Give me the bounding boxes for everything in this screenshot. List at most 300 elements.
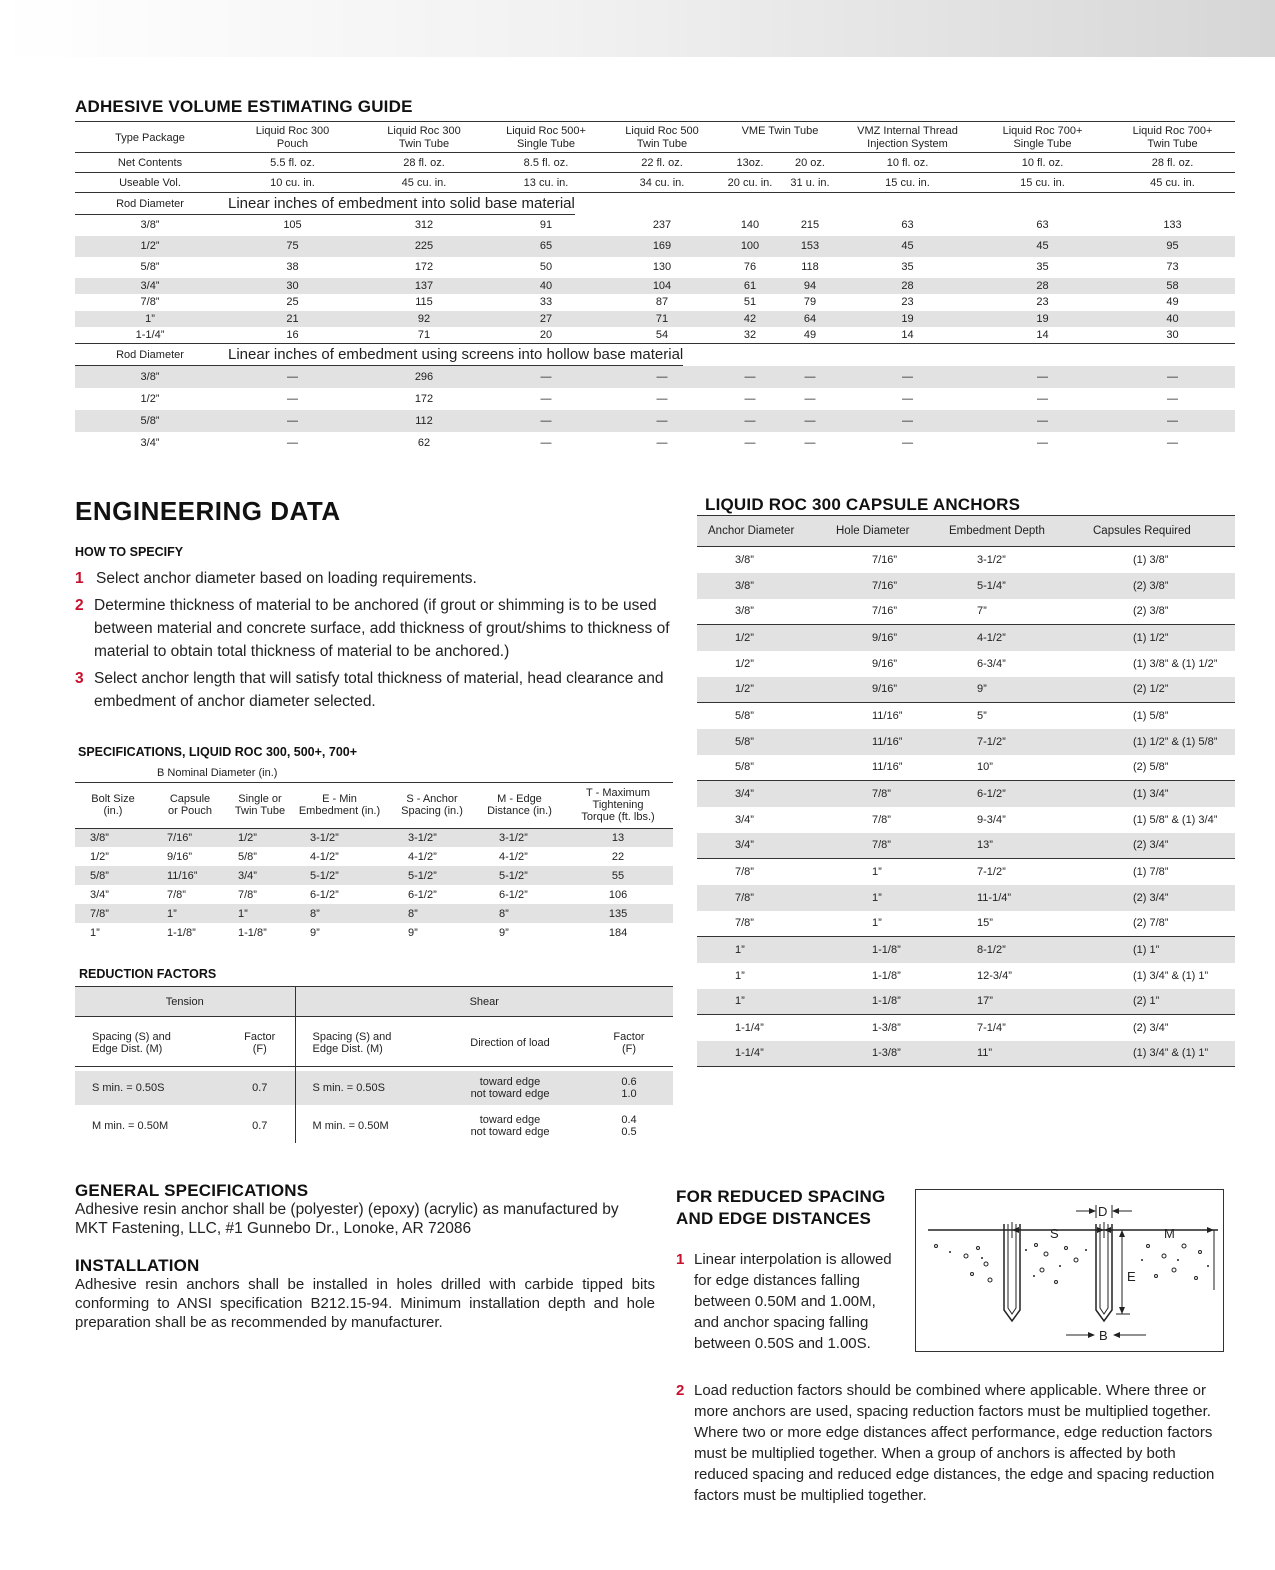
volume-data-row [75,236,1235,257]
header-col: VMZ Internal Thread Injection System [840,122,975,153]
capsule-cell: 1” [826,885,939,911]
capsule-cell: 1/2” [735,657,754,670]
capsule-row [697,573,1235,599]
volume-cell: — [540,436,552,449]
capsule-cell: 7-1/4” [939,1015,1087,1041]
capsule-row [697,651,1235,677]
spec-cell: 5/8” [75,866,151,885]
capsule-cell: 5” [939,703,1087,729]
useable-vol-row: Useable Vol. 10 cu. in. 45 cu. in. 13 cu. in. 34 cu. in. 20 cu. in. 31 u. in. 15 cu. in. 15 cu. in. 45 cu. in. [75,173,1235,193]
capsule-cell: 15” [977,917,993,930]
spec-group-label: B Nominal Diameter (in.) [151,765,673,782]
volume-cell: — [720,366,780,388]
reduction-band-row [75,987,673,1017]
volume-cell: — [902,392,913,405]
spec-cell: 184 [608,926,628,939]
header-col: Liquid Roc 500 Twin Tube [604,122,720,153]
capsule-cell: (2) 3/8” [1087,573,1235,599]
engineering-title: ENGINEERING DATA [75,496,341,526]
spec-cell: 8” [291,904,388,923]
spec-group-row [75,765,673,782]
volume-data-row [75,327,1235,344]
spec-cell: 7/16” [151,828,229,847]
capsule-cell: (1) 3/8” [1133,553,1169,566]
volume-cell: 23 [901,296,914,309]
col-direction: Direction of load [435,1021,585,1067]
volume-cell: 14 [975,327,1110,344]
step-text: Select anchor length that will satisfy total thickness of material, head clearance and embedment of anchor diameter selected. [94,670,664,710]
spec-cell: 55 [563,866,673,885]
capsule-cell: 5/8” [735,761,754,774]
volume-cell: 1/2” [140,392,160,405]
step-number: 3 [75,670,84,687]
volume-cell: 130 [652,261,672,273]
capsule-row [697,963,1235,989]
capsule-cell: 17” [939,989,1087,1015]
volume-cell: 92 [360,311,488,328]
capsule-cell: (1) 1/2” [1087,625,1235,651]
spec-cell: 9” [310,926,320,939]
volume-cell: 225 [360,236,488,257]
reduced-note-1 [676,1249,896,1354]
col-factor: Factor (F) [225,1021,295,1067]
volume-data-row [75,257,1235,278]
volume-cell: 100 [720,236,780,257]
capsule-cell: 7” [977,605,987,618]
capsule-cell: 7/8” [826,781,939,807]
capsule-cell: 10” [977,761,993,774]
volume-cell: 49 [780,327,840,344]
spec-cell: 6-1/2” [310,888,339,901]
volume-guide-table [75,121,1235,454]
capsule-cell: 3/8” [697,573,826,599]
volume-data-row [75,432,1235,454]
volume-cell: — [840,410,975,432]
spec-row [75,923,673,942]
volume-cell: 33 [539,296,553,309]
volume-cell: — [840,366,975,388]
volume-cell: 112 [360,410,488,432]
volume-cell: 63 [1036,219,1049,231]
capsule-cell: 5-1/4” [939,573,1087,599]
volume-guide-title: ADHESIVE VOLUME ESTIMATING GUIDE [75,97,413,116]
spec-cell: 3-1/2” [476,828,563,847]
step-number: 1 [75,570,84,587]
spec-row [75,828,673,847]
volume-cell: 79 [803,296,817,309]
volume-cell: 1/2” [75,236,225,257]
reduction-header-row [75,1021,673,1067]
volume-cell: 215 [800,219,820,231]
reduction-row: S min. = 0.50S 0.7 S min. = 0.50S toward edge not toward edge 0.6 1.0 [75,1071,673,1105]
capsule-cell: 7/16” [826,573,939,599]
spec-cell: 7/8” [167,888,186,901]
capsule-cell: 3/8” [735,605,754,618]
capsule-cell: (2) 7/8” [1133,917,1169,930]
spec-row [75,904,673,923]
capsule-cell: 3/4” [735,813,754,826]
capsule-cell: 11” [939,1041,1087,1067]
label-m: M [1164,1226,1175,1241]
volume-cell: 45 [975,236,1110,257]
header-col: Liquid Roc 700+ Single Tube [975,122,1110,153]
label-e: E [1127,1269,1136,1284]
spec-cell: 3/4” [229,866,291,885]
step-2 [75,594,675,663]
capsule-cell: 7/8” [872,813,891,826]
volume-cell: — [1037,436,1048,449]
volume-cell: — [488,366,604,388]
tension-label: Tension [75,987,295,1017]
reduction-title: REDUCTION FACTORS [79,967,217,981]
header-col: Liquid Roc 700+ Twin Tube [1110,122,1235,153]
volume-cell: 30 [1110,327,1235,344]
spec-cell: 6-1/2” [408,888,437,901]
volume-cell: — [744,392,756,405]
volume-data-row [75,294,1235,311]
capsule-row [697,1015,1235,1041]
how-to-specify-title: HOW TO SPECIFY [75,545,184,559]
spec-cell: 1” [90,926,100,939]
volume-cell: — [902,436,913,449]
note-number: 2 [676,1382,685,1399]
capsule-cell: 1-3/8” [826,1041,939,1067]
volume-data-row [75,410,1235,432]
volume-cell: 54 [604,327,720,344]
volume-cell: — [744,436,756,449]
spec-cell: 4-1/2” [310,850,339,863]
capsule-row [697,625,1235,651]
capsule-cell: (2) 3/4” [1087,1015,1235,1041]
capsule-title: LIQUID ROC 300 CAPSULE ANCHORS [705,495,1021,514]
header-type-package: Type Package [75,122,225,153]
spec-cell: 5-1/2” [476,866,563,885]
volume-cell: — [975,410,1110,432]
volume-cell: — [780,366,840,388]
spec-cell: 9/16” [167,850,193,863]
spec-cell: 106 [608,888,628,901]
specifications-title: SPECIFICATIONS, LIQUID ROC 300, 500+, 700+ [78,745,358,759]
capsule-row [697,859,1235,885]
volume-cell: 35 [901,261,914,273]
volume-cell: 49 [1166,296,1179,309]
volume-cell: 94 [780,278,840,295]
hollow-section-row: Rod Diameter Linear inches of embedment using screens into hollow base material [75,344,1235,366]
volume-cell: 23 [1036,296,1049,309]
capsule-cell: 5/8” [697,729,826,755]
capsule-cell: 11/16” [826,703,939,729]
volume-cell: 40 [488,278,604,295]
volume-cell: 172 [414,392,434,405]
volume-cell: 58 [1110,278,1235,295]
capsule-cell: (1) 5/8” & (1) 3/4” [1133,813,1218,826]
volume-cell: 237 [652,219,672,231]
capsule-cell: 9/16” [826,625,939,651]
capsule-cell: 7/16” [872,553,898,566]
capsule-cell: (1) 3/4” & (1) 1” [1087,1041,1235,1067]
volume-cell: — [804,392,816,405]
volume-cell: 105 [283,219,302,231]
spec-cell: 6-1/2” [499,888,528,901]
capsule-row [697,989,1235,1015]
spec-cell: 8” [476,904,563,923]
volume-data-row [75,278,1235,295]
capsule-cell: (2) 3/4” [1087,885,1235,911]
shear-label: Shear [295,987,673,1017]
installation-text: Adhesive resin anchors shall be installed in holes drilled with carbide tipped bits conforming to ANSI specification B212.15-94. Minimum installation depth and hole preparation shall be as recommended by manufacturer. [75,1276,655,1331]
volume-cell: 14 [840,327,975,344]
volume-cell: 76 [743,261,757,273]
volume-cell: 87 [655,296,669,309]
spec-cell: 5-1/2” [291,866,388,885]
capsule-cell: (1) 3/4” [1087,781,1235,807]
volume-cell: 40 [1110,311,1235,328]
capsule-cell: (1) 1” [1087,937,1235,963]
volume-cell: 30 [225,278,360,295]
volume-cell: 140 [740,219,760,231]
spec-cell: 4-1/2” [408,850,437,863]
spec-row [75,885,673,904]
volume-cell: 3/8” [75,366,225,388]
capsule-cell: 1-1/8” [826,989,939,1015]
volume-cell: — [488,410,604,432]
volume-cell: — [780,410,840,432]
anchor-spacing-diagram [915,1189,1224,1352]
volume-cell: 133 [1163,219,1182,231]
header-col: VME Twin Tube [720,122,840,153]
volume-cell: 64 [780,311,840,328]
volume-cell: — [1167,392,1178,405]
volume-cell: 19 [840,311,975,328]
spec-cell: 11/16” [151,866,229,885]
volume-cell: 50 [539,261,553,273]
volume-cell: 137 [360,278,488,295]
capsule-cell: (2) 1” [1087,989,1235,1015]
note-text: Load reduction factors should be combined where applicable. Where three or more anchors are used, spacing reduction factors must be multiplied together. Where two or more edge distances affect performance, edge reduction factors must be multiplied together. When a group of anchors is affected by both reduced spacing and reduced edge distances, the edge and spacing reduction factors must be multiplied together. [694,1382,1215,1504]
step-3 [75,667,675,713]
volume-data-row [75,215,1235,236]
capsule-cell: 6-1/2” [939,781,1087,807]
reduced-spacing-title: FOR REDUCED SPACING AND EDGE DISTANCES [676,1187,886,1228]
capsule-cell: 3-1/2” [977,553,1006,566]
general-specs-text: Adhesive resin anchor shall be (polyester) (epoxy) (acrylic) as manufactured by MKT Fastening, LLC, #1 Gunnebo Dr., Lonoke, AR 72086 [75,1201,619,1237]
capsule-cell: (1) 7/8” [1087,859,1235,885]
volume-cell: 104 [604,278,720,295]
capsule-cell: 1-1/4” [697,1015,826,1041]
capsule-anchors-table [697,515,1235,1067]
capsule-row [697,937,1235,963]
volume-cell: 27 [488,311,604,328]
header-col: Liquid Roc 300 Twin Tube [360,122,488,153]
volume-cell: 169 [604,236,720,257]
volume-data-row [75,311,1235,328]
spec-cell: 3-1/2” [388,828,476,847]
volume-cell: — [804,436,816,449]
col-spacing: Spacing (S) and Edge Dist. (M) [75,1021,225,1067]
volume-cell: 3/4” [75,278,225,295]
volume-cell: 35 [1036,261,1049,273]
capsule-cell: (1) 5/8” [1087,703,1235,729]
capsule-cell: 3/8” [735,553,754,566]
volume-cell: — [1110,366,1235,388]
label-b: B [1099,1328,1108,1343]
volume-cell: — [1167,436,1178,449]
volume-cell: 75 [225,236,360,257]
volume-cell: — [604,366,720,388]
volume-data-row [75,366,1235,388]
reduced-note-2 [676,1380,1221,1506]
volume-cell: — [225,366,360,388]
capsule-row [697,807,1235,833]
capsule-cell: 1” [826,859,939,885]
capsule-cell: (2) 1/2” [1087,677,1235,703]
volume-cell: — [1110,410,1235,432]
volume-header-row [75,122,1235,153]
volume-cell: 21 [225,311,360,328]
volume-cell: 296 [360,366,488,388]
spec-cell: 1/2” [90,850,109,863]
top-gradient-bar [0,0,1275,57]
reduction-factors-table [75,986,673,1143]
capsule-cell: 5/8” [697,703,826,729]
spec-cell: 9” [499,926,509,939]
capsule-cell: 11/16” [826,729,939,755]
col-spacing: Spacing (S) and Edge Dist. (M) [295,1021,435,1067]
net-contents-row: Net Contents 5.5 fl. oz. 28 fl. oz. 8.5 fl. oz. 22 fl. oz. 13oz. 20 oz. 10 fl. oz. 10 fl. oz. 28 fl. oz. [75,153,1235,173]
capsule-row [697,781,1235,807]
capsule-row [697,729,1235,755]
capsule-cell: 1/2” [697,677,826,703]
spec-cell: 4-1/2” [499,850,528,863]
volume-cell: 3/8” [140,219,160,232]
volume-cell: 115 [415,296,433,309]
volume-cell: 25 [286,296,299,309]
capsule-cell: 3/4” [697,833,826,859]
capsule-cell: 1-3/8” [826,1015,939,1041]
specifications-table [75,765,673,942]
volume-cell: 153 [780,236,840,257]
capsule-cell: 11-1/4” [939,885,1087,911]
capsule-cell: 1” [697,937,826,963]
col-factor: Factor (F) [585,1021,673,1067]
volume-cell: 42 [720,311,780,328]
capsule-cell: 1” [735,969,745,982]
spec-cell: 3/4” [90,888,109,901]
capsule-cell: 9/16” [872,657,898,670]
volume-cell: — [656,436,668,449]
capsule-cell: 7-1/2” [939,859,1087,885]
volume-cell: — [656,392,668,405]
label-s: S [1050,1226,1059,1241]
volume-cell: 62 [417,436,431,449]
header-col: Liquid Roc 300 Pouch [225,122,360,153]
spec-cell: 5-1/2” [388,866,476,885]
capsule-row [697,703,1235,729]
step-text: Determine thickness of material to be anchored (if grout or shimming is to be used between material and concrete surface, add thickness of grout/shims to thickness of material to obtain total thickness of material to be anchored.) [94,597,670,660]
volume-cell: — [975,366,1110,388]
volume-cell: 63 [901,219,914,231]
capsule-cell: 11/16” [872,761,903,774]
spec-cell: 5/8” [238,850,257,863]
capsule-cell: 7/8” [826,833,939,859]
capsule-cell: 1-1/8” [872,969,901,982]
capsule-cell: (2) 3/4” [1087,833,1235,859]
note-number: 1 [676,1251,685,1268]
volume-cell: — [287,436,298,449]
capsule-cell: 8-1/2” [939,937,1087,963]
capsule-cell: 1-1/4” [697,1041,826,1067]
capsule-cell: 7/8” [697,885,826,911]
volume-cell: — [540,392,552,405]
note-text: Linear interpolation is allowed for edge distances falling between 0.50M and 1.00M, and anchor spacing falling between 0.50S and 1.00S. [694,1251,892,1352]
volume-cell: 5/8” [75,410,225,432]
volume-cell: 65 [488,236,604,257]
volume-cell: 312 [414,219,434,231]
step-1 [75,567,675,590]
anchor-diagram-svg [916,1190,1222,1350]
capsule-cell: 1/2” [697,625,826,651]
volume-cell: — [720,410,780,432]
volume-cell: — [287,392,298,405]
reduction-row: M min. = 0.50M 0.7 M min. = 0.50M toward edge not toward edge 0.4 0.5 [75,1109,673,1143]
step-text: Select anchor diameter based on loading requirements. [96,570,477,587]
spec-cell: 7/8” [75,904,151,923]
volume-cell: 71 [360,327,488,344]
volume-cell: 32 [720,327,780,344]
spec-row [75,847,673,866]
volume-cell: 5/8” [140,261,160,273]
volume-cell: 61 [720,278,780,295]
spec-cell: 3-1/2” [291,828,388,847]
capsule-cell: 6-3/4” [977,657,1006,670]
capsule-row [697,599,1235,625]
header-col: Liquid Roc 500+ Single Tube [488,122,604,153]
capsule-cell: 7/8” [735,917,754,930]
volume-cell: 73 [1166,261,1179,273]
capsule-cell: 1” [872,917,882,930]
label-d: D [1098,1204,1108,1219]
volume-cell: 172 [414,261,434,273]
capsule-cell: 9” [939,677,1087,703]
capsule-cell: (1) 3/4” & (1) 1” [1133,969,1209,982]
capsule-cell: 1-1/8” [826,937,939,963]
capsule-row [697,677,1235,703]
volume-cell: 19 [975,311,1110,328]
capsule-cell: 12-3/4” [977,969,1012,982]
volume-cell: 95 [1110,236,1235,257]
spec-row [75,866,673,885]
volume-cell: 45 [840,236,975,257]
spec-cell: 13 [563,828,673,847]
spec-cell: 1” [151,904,229,923]
capsule-row [697,885,1235,911]
volume-cell: 20 [488,327,604,344]
capsule-row [697,547,1235,573]
capsule-header-row: Anchor Diameter Hole Diameter Embedment Depth Capsules Required [697,516,1235,547]
spec-cell: 7/8” [238,888,257,901]
volume-cell: 118 [801,261,819,273]
volume-cell: — [604,410,720,432]
spec-cell: 9” [408,926,418,939]
spec-cell: 1-1/8” [238,926,267,939]
spec-cell: 1/2” [229,828,291,847]
spec-cell: 1” [229,904,291,923]
spec-cell: 3/8” [75,828,151,847]
volume-cell: 38 [286,261,299,273]
volume-cell: 51 [743,296,757,309]
volume-cell: — [225,410,360,432]
spec-cell: 1-1/8” [167,926,196,939]
